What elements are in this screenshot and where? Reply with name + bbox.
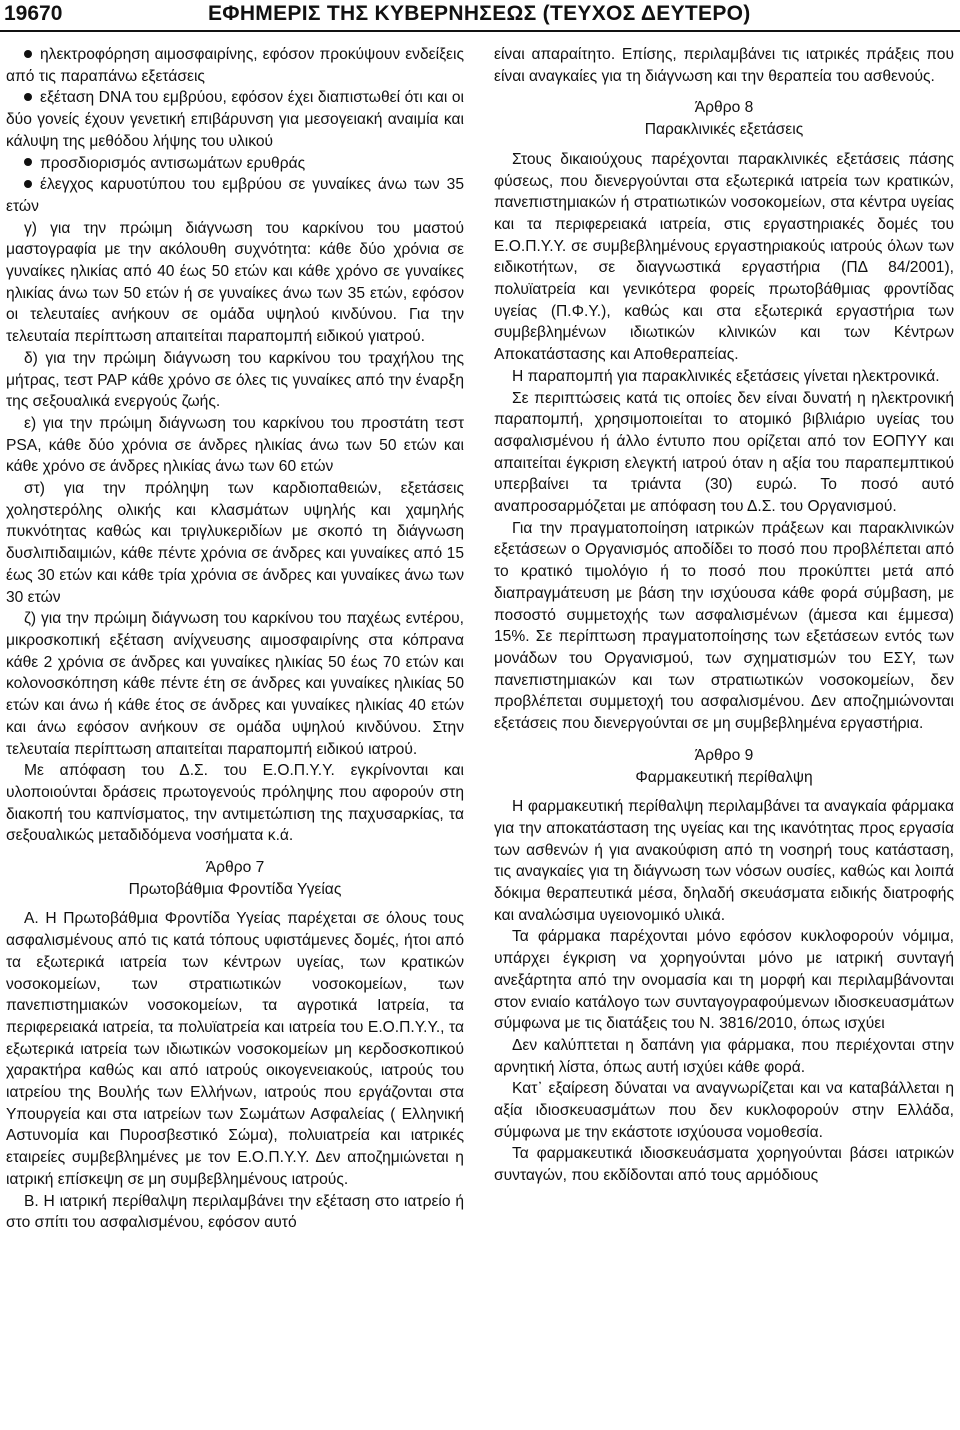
paragraph-gamma: γ) για την πρώιμη διάγνωση του καρκίνου του μαστού μαστογραφία με την ακόλουθη συχνότητα: κάθε δύο χρόνια σε γυναίκες ηλικίας από 40 έως 50 ετών και κάθε χρόνο σε γυναίκες ηλικίας άνω των 50 ετών ή σε γυναίκες άνω των 35 ετών, εφόσον οι τελευταίες ανήκουν σε ομάδα υψηλού κινδύνου. Για την τελευταία περίπτωση απαιτείται παραπομπή ειδικού γιατρού. xyxy=(6,219,464,346)
paragraph: Η παραπομπή για παρακλινικές εξετάσεις γίνεται ηλεκτρονικά. xyxy=(512,367,940,385)
header-rule xyxy=(0,30,960,32)
paragraph: Στους δικαιούχους παρέχονται παρακλινικές εξετάσεις πάσης φύσεως, που διενεργούνται στα εξωτερικά ιατρεία των κρατικών, πανεπιστημιακών ή στρατιωτικών νοσοκομείων, στα κέντρα υγείας και τα περιφερειακά ιατρεία, στις εργαστηριακές δομές του Ε.Ο.Π.Υ.Υ. σε συμβεβλημένους εργαστηριακούς ιατρούς όλων των ειδικοτήτων, σε διαγνωστικά εργαστήρια (ΠΔ 84/2001), πολυϊατρεία και γενικότερα φορείς πρωτοβάθμιας φροντίδας υγείας (Π.Φ.Υ.), καθώς και στα εξωτερικά εργαστήρια των συμβεβλημένων ιδιωτικών κλινικών και των Κέντρων Αποκατάστασης και Αποθεραπείας. xyxy=(494,150,954,364)
paragraph-zeta: ζ) για την πρώιμη διάγνωση του καρκίνου του παχέως εντέρου, μικροσκοπική εξέταση ανίχνευσης αιμοσφαιρίνης στα κόπρανα κάθε 2 χρόνια σε άνδρες και γυναίκες ηλικίας 50 έως 70 ετών και κολονοσκόπηση κάθε πέντε έτη σε άνδρες και γυναίκες ηλικίας 50 ετών και άνω ή κάθε έτος σε άνδρες και γυναίκες ηλικίας 40 ετών και άνω εφόσον ανήκουν σε ομάδα υψηλού κινδύνου. Στην τελευταία περίπτωση απαιτείται παραπομπή ειδικού ιατρού. xyxy=(6,610,464,758)
paragraph-delta: δ) για την πρώιμη διάγνωση του καρκίνου του τραχήλου της μήτρας, τεστ PAP κάθε χρόνο σε όλες τις γυναίκες από την έναρξη της σεξουαλικά ενεργούς ζωής. xyxy=(6,349,464,411)
page-header xyxy=(0,0,960,34)
article-9-title: Φαρμακευτική περίθαλψη xyxy=(635,768,813,786)
paragraph-st: στ) για την πρόληψη των καρδιοπαθειών, εξετάσεις χοληστερόλης ολικής και κλασμάτων υψηλής και χαμηλής πυκνότητας καθώς και τριγλυκεριδίων με σκοπό τη διάγνωση δυσλιπιδαιμιών, κάθε πέντε χρόνια σε άνδρες και γυναίκες από 15 έως 30 ετών και κάθε τρία χρόνια σε άνδρες και γυναίκες άνω των 30 ετών xyxy=(6,480,464,606)
article-9-number: Άρθρο 9 xyxy=(694,746,754,764)
article-7-number: Άρθρο 7 xyxy=(205,859,265,877)
article-7-title: Πρωτοβάθμια Φροντίδα Υγείας xyxy=(128,880,342,898)
article-8-number: Άρθρο 8 xyxy=(694,99,754,117)
paragraph-continuation: είναι απαραίτητο. Επίσης, περιλαμβάνει τις ιατρικές πράξεις που είναι αναγκαίες για τη διάγνωση και την θεραπεία του ασθενούς. xyxy=(494,46,954,85)
left-column xyxy=(6,44,464,1234)
paragraph: Τα φαρμακευτικά ιδιοσκευάσματα χορηγούνται βάσει ιατρικών συνταγών, που εκδίδονται από τους αρμόδιους xyxy=(494,1145,954,1185)
bullet-item: προσδιορισμός αντισωμάτων ερυθράς xyxy=(6,153,464,175)
paragraph-a: Α. Η Πρωτοβάθμια Φροντίδα Υγείας παρέχεται σε όλους τους ασφαλισμένους από τις κατά τόπους υφιστάμενες δομές, ήτοι από τα εξωτερικά ιατρεία των κέντρων υγείας, των κρατικών νοσοκομείων, των στρατιωτικών νοσοκομείων, των πανεπιστημιακών νοσοκομείων, τα αγροτικά Ιατρεία, τα περιφερειακά ιατρεία, τα πολυϊατρεία και ιατρεία του Ε.Ο.Π.Υ.Υ., τα εξωτερικά ιατρεία των ιδιωτικών νοσοκομείων μη κερδοσκοπικού χαρακτήρα καθώς και από ιατρούς οικογενειακούς, ιατρούς του ιατρείου της Βουλής των Ελλήνων, ιατρούς που εργάζονται στα Υπουργεία και στα ιατρείων των Σωμάτων Ασφαλείας ( Ελληνική Αστυνομία και Πυροσβεστικό Σώμα), πολυιατρεία και ιατρικές εταιρείες συμβεβλημένες με τον Ε.Ο.Π.Υ.Υ. Δεν αποζημιώνεται η ιατρική επίσκεψη σε μη συμβεβλημένους ιατρούς. xyxy=(6,910,464,1188)
bullet-icon xyxy=(24,158,32,166)
paragraph: Τα φάρμακα παρέχονται μόνο εφόσον κυκλοφορούν νόμιμα, υπάρχει έγκριση να χορηγούνται μόνο με ιατρική συνταγή ανεξάρτητα από την ονομασία και τη μορφή και περιλαμβάνονται στον ενιαίο κατάλογο των συνταγογραφούμενων ιδιοσκευασμάτων σύμφωνα με τις διατάξεις του Ν. 3816/2010, όπως ισχύει xyxy=(494,928,954,1033)
bullet-icon xyxy=(24,93,32,101)
right-column xyxy=(494,44,954,1187)
paragraph: Η φαρμακευτική περίθαλψη περιλαμβάνει τα αναγκαία φάρμακα για την αποκατάσταση της υγείας και της ικανότητας προς εργασία των ασθενών ή για ανακούφιση από τη νοσηρή τους κατάσταση, τις αναγκαίες για τη διάγνωση των νόσων ουσίες, καθώς και λοιπά δόκιμα θεραπευτικά μέσα, δηλαδή σκευάσματα ειδικής διατροφής και αναλώσιμα υγειονομικό υλικά. xyxy=(494,798,954,924)
article-8-title: Παρακλινικές εξετάσεις xyxy=(644,121,804,139)
paragraph-decision: Με απόφαση του Δ.Σ. του Ε.Ο.Π.Υ.Υ. εγκρίνονται και υλοποιούνται δράσεις πρωτογενούς πρόληψης που αφορούν στη διακοπή του καπνίσματος, την αντιμετώπιση της παχυσαρκίας, τα σεξουαλικώς μεταδιδόμενα νοσήματα κ.ά. xyxy=(6,762,464,845)
bullet-item: έλεγχος καρυοτύπου του εμβρύου σε γυναίκες άνω των 35 ετών xyxy=(6,176,464,215)
bullet-icon xyxy=(24,180,32,188)
paragraph: Για την πραγματοποίηση ιατρικών πράξεων και παρακλινικών εξετάσεων ο Οργανισμός αποδίδει το ποσό που προβλέπεται από το κρατικό τιμολόγιο ή το ποσό που προκύπτει μετά από διαπραγμάτευση με βάση την ισχύουσα κάθε φορά σύμβαση, με ποσοστό συμμετοχής των ασφαλισμένων (άμεσα και έμμεσα) 15%. Σε περίπτωση πραγματοποίησης των εξετάσεων εντός των μονάδων του Οργανισμού, των σχηματισμών του ΕΣΥ, των πανεπιστημιακών και των στρατιωτικών νοσοκομείων, δεν προβλέπεται συμμετοχή του ασφαλισμένου. Δεν αποζημιώνονται εξετάσεις που διενεργούνται σε μη συμβεβλημένα εργαστήρια. xyxy=(494,519,954,733)
paragraph-b: Β. Η ιατρική περίθαλψη περιλαμβάνει την εξέταση στο ιατρείο ή στο σπίτι του ασφαλισμένου, εφόσον αυτό xyxy=(6,1192,464,1232)
bullet-item: εξέταση DNA του εμβρύου, εφόσον έχει διαπιστωθεί ότι και οι δύο γονείς έχουν γενετική επιβάρυνση για μεσογειακή αναιμία και κάλυψη της μεθόδου λήψης του υλικού xyxy=(6,89,464,150)
paragraph: Δεν καλύπτεται η δαπάνη για φάρμακα, που περιέχονται στην αρνητική λίστα, όπως αυτή ισχύει κάθε φορά. xyxy=(494,1036,954,1076)
gazette-title: ΕΦΗΜΕΡΙΣ ΤΗΣ ΚΥΒΕΡΝΗΣΕΩΣ (ΤΕΥΧΟΣ ΔΕΥΤΕΡΟ) xyxy=(208,2,751,25)
page-number: 19670 xyxy=(4,2,63,25)
paragraph: Σε περιπτώσεις κατά τις οποίες δεν είναι δυνατή η ηλεκτρονική παραπομπή, χρησιμοποιείται το ατομικό βιβλιάριο υγείας του ασφαλισμένου ή άλλο έντυπο που ορίζεται από τον ΕΟΠΥΥ και απαιτείται έγκριση ελεγκτή ιατρού όταν η αξία του παραπεμπτικού υπερβαίνει τα τριάντα (30) ευρώ. Το ποσό αυτό αναπροσαρμόζεται με απόφαση του Δ.Σ. του Οργανισμού. xyxy=(494,389,954,516)
paragraph: Κατ᾽ εξαίρεση δύναται να αναγνωρίζεται και να καταβάλλεται η αξία ιδιοσκευασμάτων που δεν κυκλοφορούν στην Ελλάδα, σύμφωνα με την εκάστοτε ισχύουσα νομοθεσία. xyxy=(494,1080,954,1141)
bullet-item: ηλεκτροφόρηση αιμοσφαιρίνης, εφόσον προκύψουν ενδείξεις από τις παραπάνω εξετάσεις xyxy=(6,46,464,85)
bullet-icon xyxy=(24,50,32,58)
paragraph-epsilon: ε) για την πρώιμη διάγνωση του καρκίνου του προστάτη τεστ PSA, κάθε δύο χρόνια σε άνδρες ηλικίας άνω των 50 ετών και κάθε χρόνο σε άνδρες ηλικίας άνω των 60 ετών xyxy=(6,414,464,476)
